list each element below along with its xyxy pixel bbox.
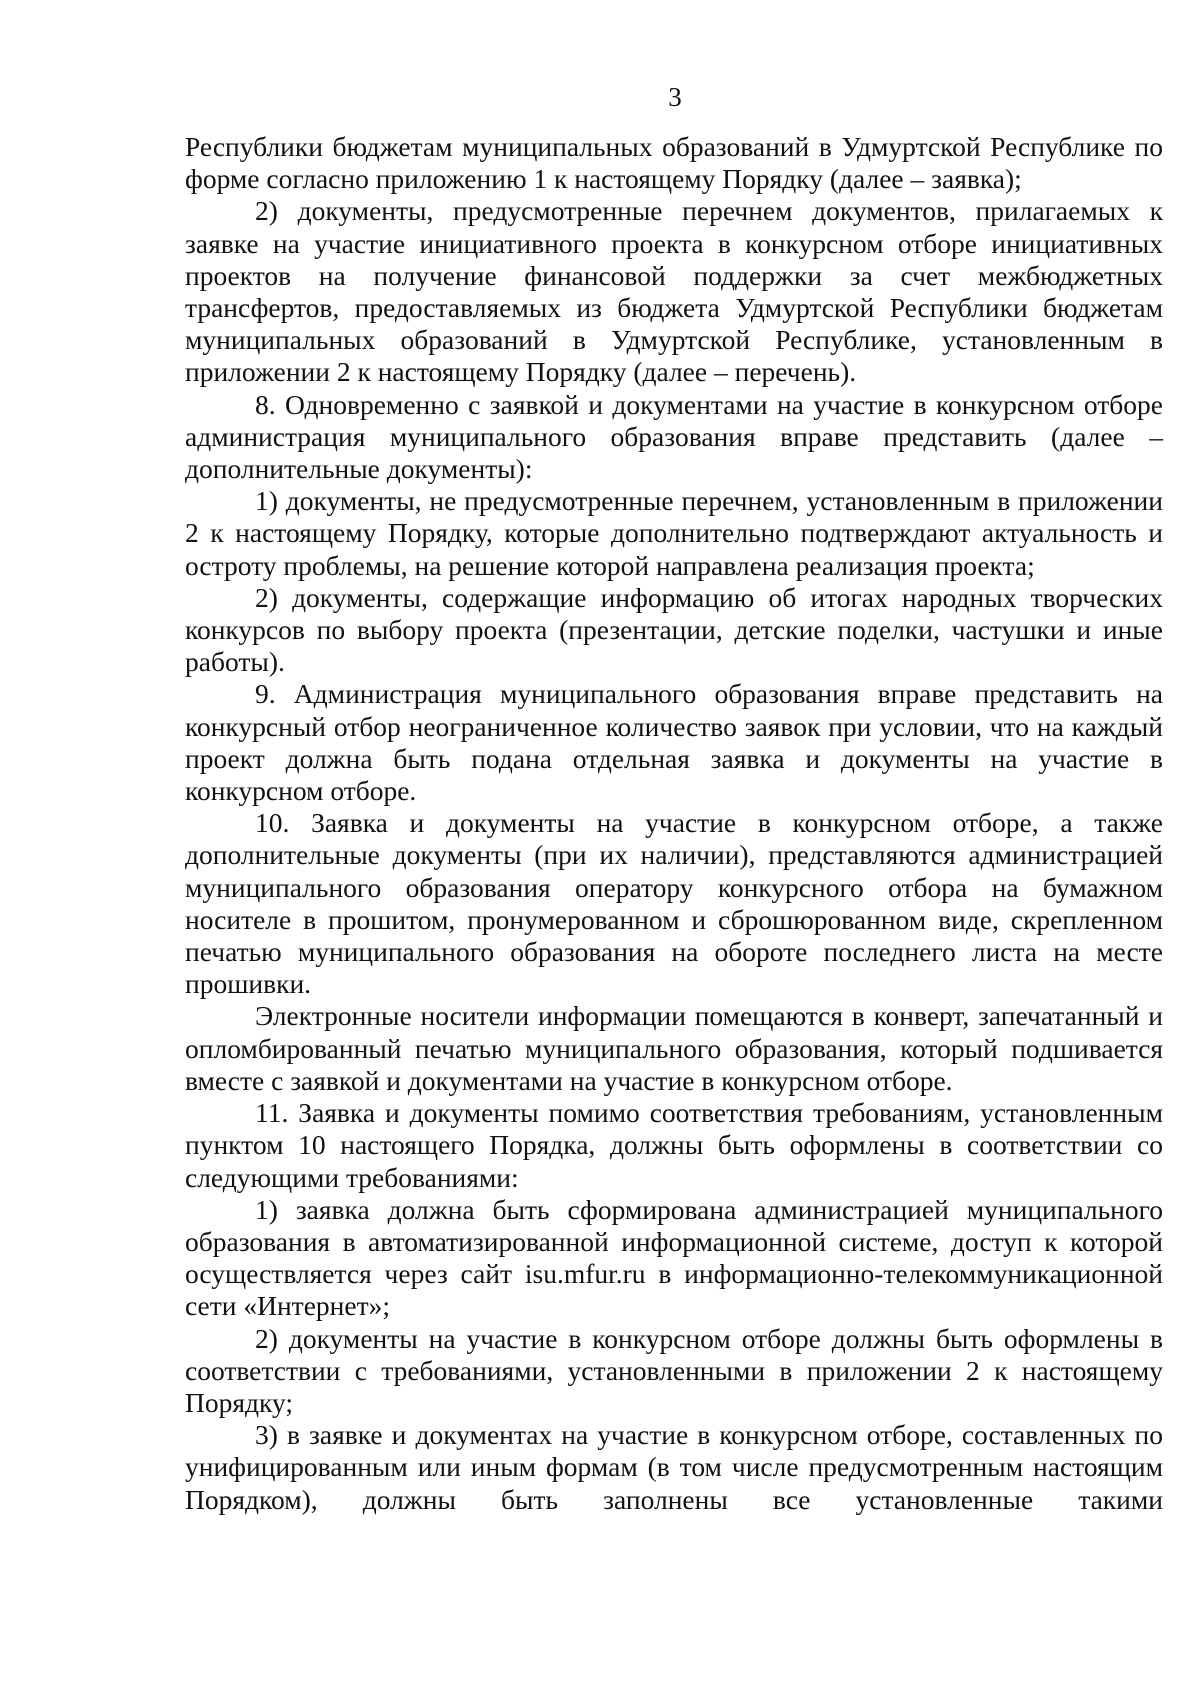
paragraph: 11. Заявка и документы помимо соответствия требованиям, установленным пунктом 10 настоящего Порядка, должны быть оформлены в соответствии со следующими требованиями: <box>185 1097 1163 1193</box>
paragraph: 9. Администрация муниципального образования вправе представить на конкурсный отбор неограниченное количество заявок при условии, что на каждый проект должна быть подана отдельная заявка и документы на участие в конкурсном отборе. <box>185 678 1163 807</box>
paragraph: 1) документы, не предусмотренные перечнем, установленным в приложении 2 к настоящему Порядку, которые дополнительно подтверждают актуальность и остроту проблемы, на решение которой направлена реализация проекта; <box>185 485 1163 581</box>
paragraph: 2) документы, содержащие информацию об итогах народных творческих конкурсов по выбору проекта (презентации, детские поделки, частушки и иные работы). <box>185 581 1163 678</box>
paragraph: 2) документы на участие в конкурсном отборе должны быть оформлены в соответствии с требованиями, установленными в приложении 2 к настоящему Порядку; <box>185 1322 1163 1418</box>
paragraph: 1) заявка должна быть сформирована администрацией муниципального образования в автоматизированной информационной системе, доступ к которой осуществляется через сайт isu.mfur.ru в информационно-телекоммуникационной сети «Интернет»; <box>185 1193 1163 1322</box>
paragraph: 3) в заявке и документах на участие в конкурсном отборе, составленных по унифицированным или иным формам (в том числе предусмотренным настоящим Порядком), должны быть заполнены все установленные такими <box>185 1419 1163 1515</box>
paragraph: 2) документы, предусмотренные перечнем документов, прилагаемых к заявке на участие инициативного проекта в конкурсном отборе инициативных проектов на получение финансовой поддержки за счет межбюджетных трансфертов, предоставляемых из бюджета Удмуртской Республики бюджетам муниципальных образований в Удмуртской Республике, установленным в приложении 2 к настоящему Порядку (далее – перечень). <box>185 195 1163 388</box>
document-body <box>185 131 1163 1516</box>
paragraph: Электронные носители информации помещаются в конверт, запечатанный и опломбированный печатью муниципального образования, который подшивается вместе с заявкой и документами на участие в конкурсном отборе. <box>185 1000 1163 1096</box>
paragraph: 10. Заявка и документы на участие в конкурсном отборе, а также дополнительные документы (при их наличии), представляются администрацией муниципального образования оператору конкурсного отбора на бумажном носителе в прошитом, пронумерованном и сброшюрованном виде, скрепленном печатью муниципального образования на обороте последнего листа на месте прошивки. <box>185 807 1163 1000</box>
paragraph: 8. Одновременно с заявкой и документами на участие в конкурсном отборе администрация муниципального образования вправе представить (далее – дополнительные документы): <box>185 388 1163 485</box>
paragraph: Республики бюджетам муниципальных образований в Удмуртской Республике по форме согласно приложению 1 к настоящему Порядку (далее – заявка); <box>185 131 1163 195</box>
page-number: 3 <box>668 82 682 112</box>
